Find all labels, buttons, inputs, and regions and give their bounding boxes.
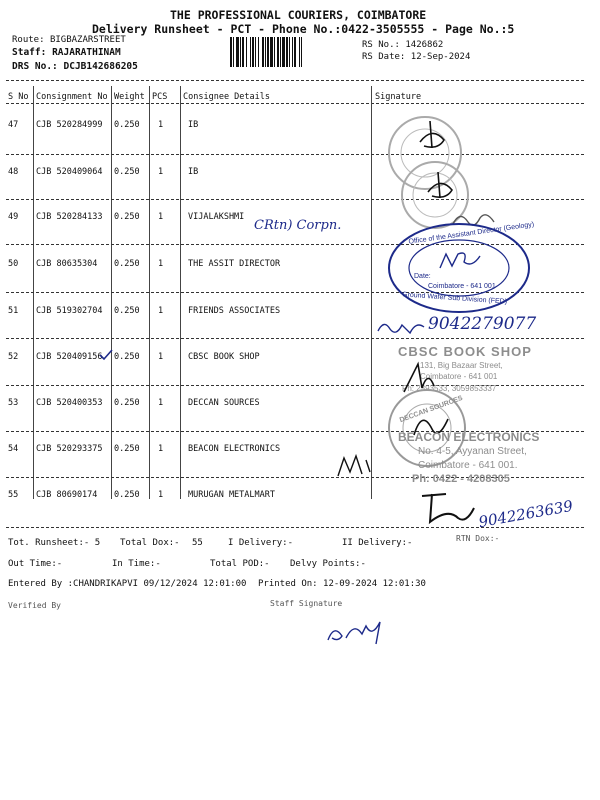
entered-by: Entered By :CHANDRIKAPVI 09/12/2024 12:01:00 (8, 579, 247, 589)
row-weight: 0.250 (114, 398, 140, 408)
row-sno: 54 (8, 444, 19, 454)
cbsc-stamp-city: Coimbatore - 641 001 (420, 372, 498, 381)
drs-line (12, 61, 138, 72)
row-weight: 0.250 (114, 444, 140, 454)
signature-scribble-icon (420, 168, 470, 208)
signature-scribble-icon (336, 450, 376, 482)
row-sno: 48 (8, 167, 19, 177)
handwritten-phone: 9042279077 (428, 314, 537, 334)
row-divider (6, 338, 584, 339)
total-pod: Total POD:- (210, 559, 270, 569)
col-header-consignment: Consignment No (36, 92, 108, 102)
cbsc-stamp-title: CBSC BOOK SHOP (398, 344, 532, 359)
row-pcs: 1 (158, 167, 164, 177)
row-pcs: 1 (158, 306, 164, 316)
row-sno: 52 (8, 352, 19, 362)
row-weight: 0.250 (114, 352, 140, 362)
drs-label: DRS No.: (12, 61, 58, 72)
handwritten-note: CRtn) Corpn. (254, 218, 342, 233)
route-value: BIGBAZARSTREET (49, 35, 126, 45)
row-pcs: 1 (158, 120, 164, 130)
rs-date-value: 12-Sep-2024 (410, 52, 471, 62)
beacon-stamp-address: No. 4-5, Ayyanan Street, (418, 446, 527, 457)
row-consignment: CJB 80635304 (36, 259, 98, 269)
route-line (12, 35, 126, 45)
row-consignment: CJB 520400353 (36, 398, 103, 408)
col-header-sno: S No (8, 92, 29, 102)
beacon-stamp-phone: Ph: 0422 - 4208305 (412, 473, 510, 485)
row-consignment: CJB 520284133 (36, 212, 103, 222)
i-delivery: I Delivery:- (228, 538, 294, 548)
staff-label: Staff: (12, 47, 47, 58)
total-dox-value: 55 (192, 538, 203, 548)
row-pcs: 1 (158, 212, 164, 222)
rs-no-value: 1426862 (405, 40, 444, 50)
beacon-stamp-city: Coimbatore - 641 001. (418, 460, 518, 471)
seal-city-text: Coimbatore - 641 001 (428, 283, 496, 290)
row-pcs: 1 (158, 352, 164, 362)
row-consignment: CJB 520284999 (36, 120, 103, 130)
row-consignee: MURUGAN METALMART (188, 490, 275, 500)
row-weight: 0.250 (114, 167, 140, 177)
row-sno: 49 (8, 212, 19, 222)
row-sno: 53 (8, 398, 19, 408)
cbsc-stamp-phone: Ph: 2393533, 3059853337 (402, 384, 497, 393)
table-bottom-rule (6, 527, 584, 528)
row-weight: 0.250 (114, 306, 140, 316)
in-time: In Time:- (112, 559, 161, 569)
row-sno: 51 (8, 306, 19, 316)
staff-signature: Staff Signature (270, 599, 343, 608)
header-bottom-rule (6, 103, 584, 104)
row-weight: 0.250 (114, 259, 140, 269)
col-header-weight: Weight (114, 92, 145, 102)
row-pcs: 1 (158, 444, 164, 454)
delvy-points: Delvy Points:- (290, 559, 366, 569)
rtn-dox: RTN Dox:- (456, 534, 500, 543)
seal-top-text: Office of the Assistant Director (Geology) (408, 221, 535, 246)
rs-date-line (362, 52, 470, 62)
rs-no-label: RS No.: (362, 40, 400, 50)
row-consignee: FRIENDS ASSOCIATES (188, 306, 281, 316)
company-name: THE PROFESSIONAL COURIERS, COIMBATORE (170, 8, 427, 22)
row-consignee: THE ASSIT DIRECTOR (188, 259, 281, 269)
row-consignee: IB (188, 167, 199, 177)
row-consignee: VIJALAKSHMI (188, 212, 245, 222)
verified-by: Verified By (8, 601, 61, 610)
checkmark-icon (99, 349, 113, 361)
rs-date-label: RS Date: (362, 52, 406, 62)
row-weight: 0.250 (114, 120, 140, 130)
row-consignment: CJB 520409156 (36, 352, 103, 362)
row-weight: 0.250 (114, 212, 140, 222)
signature-scribble-icon (324, 612, 390, 648)
deccan-stamp-ring: DECCAN SOURCES (398, 394, 464, 425)
row-pcs: 1 (158, 490, 164, 500)
col-header-pcs: PCS (152, 92, 168, 102)
printed-on: Printed On: 12-09-2024 12:01:30 (258, 579, 426, 589)
row-consignee: BEACON ELECTRONICS (188, 444, 281, 454)
row-consignee: IB (188, 120, 199, 130)
row-consignment: CJB 80690174 (36, 490, 98, 500)
rs-no-line (362, 40, 443, 50)
row-divider (6, 385, 584, 386)
handwritten-phone: 9042263639 (477, 496, 575, 532)
cbsc-stamp-address: 131, Big Bazaar Street, (420, 361, 503, 370)
row-consignment: CJB 520409064 (36, 167, 103, 177)
row-consignee: CBSC BOOK SHOP (188, 352, 260, 362)
signature-scribble-icon (418, 488, 478, 528)
row-pcs: 1 (158, 259, 164, 269)
beacon-stamp-title: BEACON ELECTRONICS (398, 430, 540, 444)
staff-value: RAJARATHINAM (52, 47, 121, 58)
table-top-rule (6, 80, 584, 81)
row-consignee: DECCAN SOURCES (188, 398, 260, 408)
drs-value: DCJB142686205 (63, 61, 138, 72)
staff-line (12, 47, 121, 58)
signature-scribble-icon (410, 116, 460, 156)
row-weight: 0.250 (114, 490, 140, 500)
row-divider (6, 154, 584, 155)
row-sno: 55 (8, 490, 19, 500)
route-label: Route: (12, 35, 45, 45)
row-pcs: 1 (158, 398, 164, 408)
signature-scribble-icon (438, 250, 484, 272)
out-time: Out Time:- (8, 559, 63, 569)
total-dox-label: Total Dox:- (120, 538, 180, 548)
seal-bottom-text: Ground Wafer Sub Division (FED) (401, 291, 508, 306)
row-divider (6, 199, 584, 200)
seal-date-text: Date: (414, 273, 431, 280)
row-consignment: CJB 520293375 (36, 444, 103, 454)
runsheet-title: Delivery Runsheet - PCT - Phone No.:0422-3505555 - Page No.:5 (92, 22, 515, 36)
col-header-signature: Signature (375, 92, 422, 102)
row-sno: 47 (8, 120, 19, 130)
barcode (230, 37, 358, 67)
row-sno: 50 (8, 259, 19, 269)
row-consignment: CJB 519302704 (36, 306, 103, 316)
tot-runsheet: Tot. Runsheet:- 5 (8, 538, 101, 548)
col-header-consignee: Consignee Details (183, 92, 270, 102)
ii-delivery: II Delivery:- (342, 538, 413, 548)
signature-scribble-icon (376, 315, 426, 339)
